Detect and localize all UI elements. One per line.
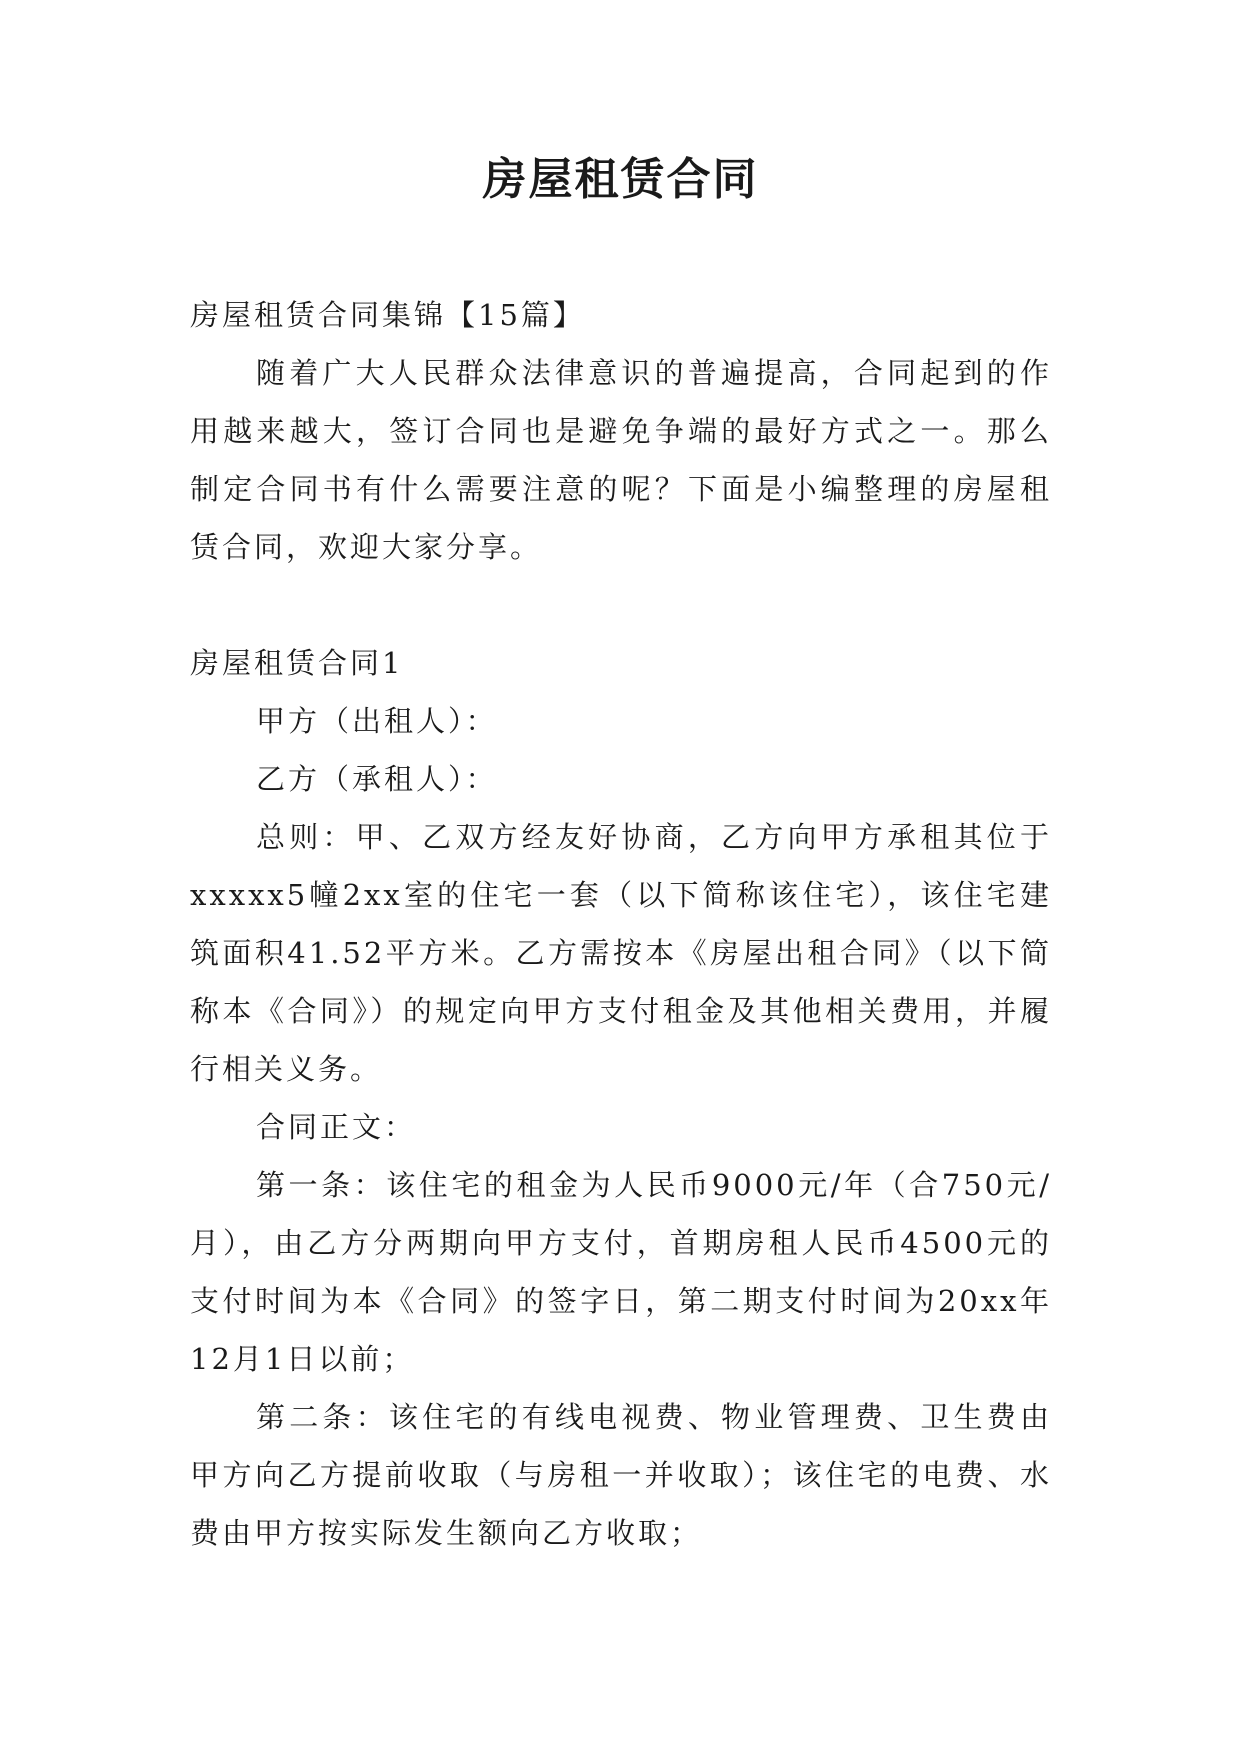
section-heading: 房屋租赁合同1 (190, 646, 404, 680)
intro-paragraph: 随着广大人民群众法律意识的普遍提高，合同起到的作用越来越大，签订合同也是避免争端的最好方式之一。那么制定合同书有什么需要注意的呢？下面是小编整理的房屋租赁合同，欢迎大家分享。 (190, 356, 1052, 564)
party-b-line: 乙方（承租人）： (256, 762, 498, 796)
article-2: 第二条：该住宅的有线电视费、物业管理费、卫生费由甲方向乙方提前收取（与房租一并收取）；该住宅的电费、水费由甲方按实际发生额向乙方收取； (190, 1400, 1052, 1550)
document-body (190, 286, 1052, 1562)
paragraph-spacer (190, 576, 1052, 634)
collection-subtitle: 房屋租赁合同集锦【15篇】 (190, 298, 585, 332)
general-clause: 总则：甲、乙双方经友好协商，乙方向甲方承租其位于xxxxx5幢2xx室的住宅一套（以下简称该住宅），该住宅建筑面积41.52平方米。乙方需按本《房屋出租合同》（以下简称本《合同》）的规定向甲方支付租金及其他相关费用，并履行相关义务。 (190, 820, 1052, 1086)
party-a-line: 甲方（出租人）： (256, 704, 498, 738)
document-title: 房屋租赁合同 (482, 154, 759, 205)
body-heading: 合同正文： (256, 1110, 417, 1144)
article-1: 第一条：该住宅的租金为人民币9000元/年（合750元/月），由乙方分两期向甲方支付，首期房租人民币4500元的支付时间为本《合同》的签字日，第二期支付时间为20xx年12月1日以前； (190, 1168, 1052, 1376)
